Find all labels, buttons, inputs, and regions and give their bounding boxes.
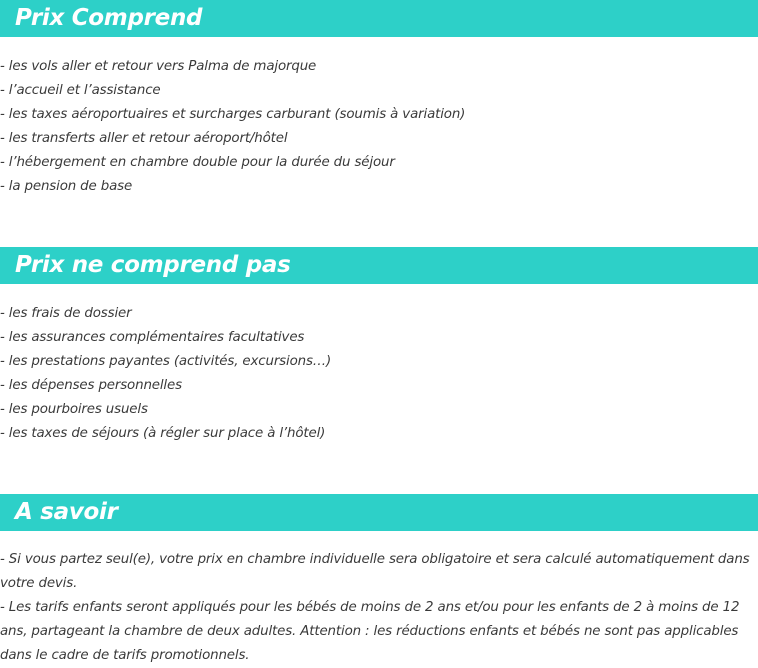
list-item: - les vols aller et retour vers Palma de majorque (0, 59, 317, 74)
list-item: - les taxes aéroportuaires et surcharges carburant (soumis à variation) (0, 107, 466, 122)
section-title: Prix Comprend (15, 5, 203, 31)
included-list (0, 55, 758, 199)
section-title: A savoir (15, 499, 118, 525)
list-item: - les frais de dossier (0, 306, 132, 321)
list-item: - la pension de base (0, 179, 133, 194)
section-header (0, 494, 758, 531)
list-item: - les assurances complémentaires facultatives (0, 330, 305, 345)
list-item: - l’accueil et l’assistance (0, 83, 161, 98)
section-prix-ne-comprend-pas (0, 247, 758, 446)
section-header (0, 0, 758, 37)
section-header (0, 247, 758, 284)
list-item: - les prestations payantes (activités, excursions…) (0, 354, 332, 369)
section-title: Prix ne comprend pas (15, 252, 291, 278)
section-a-savoir (0, 494, 758, 668)
list-item: - l’hébergement en chambre double pour la durée du séjour (0, 155, 395, 170)
list-item: - les pourboires usuels (0, 402, 148, 417)
list-item: - les transferts aller et retour aéroport/hôtel (0, 131, 288, 146)
list-item: - les dépenses personnelles (0, 378, 182, 393)
excluded-list (0, 302, 758, 446)
list-item: - les taxes de séjours (à régler sur place à l’hôtel) (0, 426, 326, 441)
info-paragraph: - Les tarifs enfants seront appliqués pour les bébés de moins de 2 ans et/ou pour les enfants de 2 à moins de 12 ans, partageant la chambre de deux adultes. Attention : les réductions enfants et bébés ne sont pas applicables dans le cadre de tarifs promotionnels. (0, 600, 740, 663)
info-paragraphs (0, 548, 758, 668)
info-paragraph: - Si vous partez seul(e), votre prix en chambre individuelle sera obligatoire et sera calculé automatiquement dans votre devis. (0, 552, 750, 591)
section-prix-comprend (0, 0, 758, 199)
